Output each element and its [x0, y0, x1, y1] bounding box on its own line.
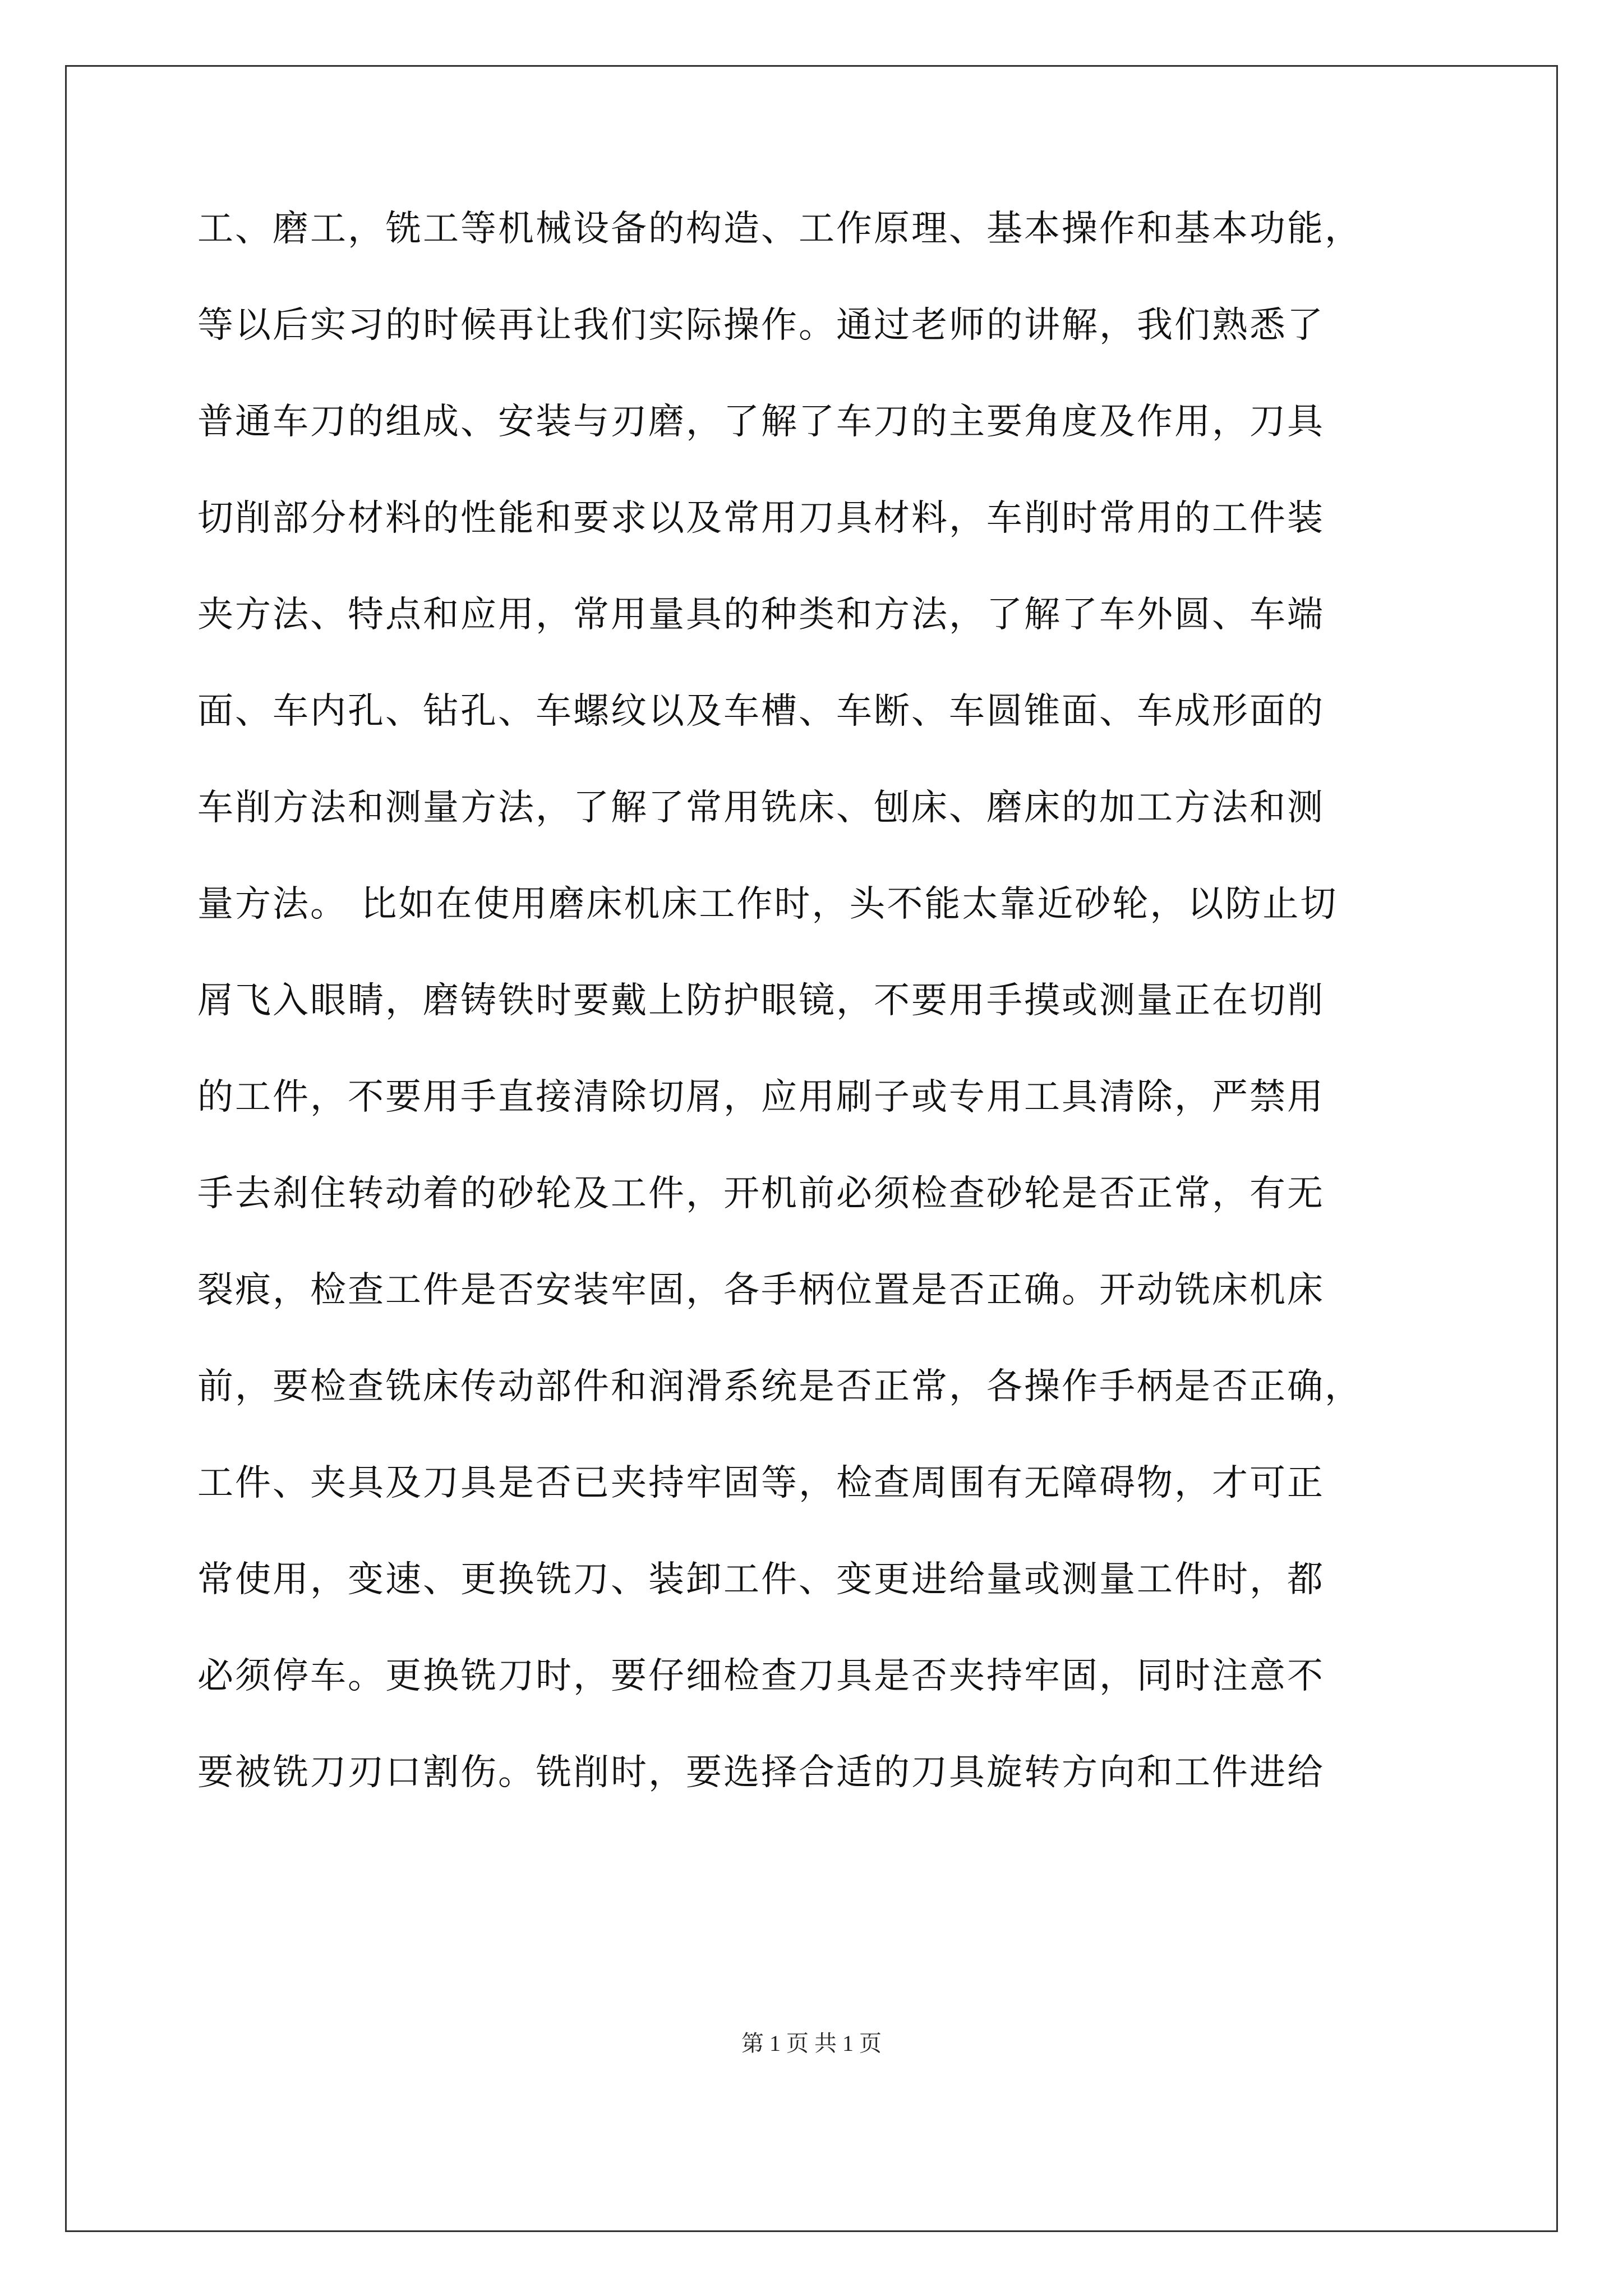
- text-line: 前，要检查铣床传动部件和润滑系统是否正常，各操作手柄是否正确，: [197, 1366, 1362, 1407]
- text-line: 普通车刀的组成、安装与刃磨，了解了车刀的主要角度及作用，刀具: [197, 401, 1325, 443]
- text-line: 屑飞入眼睛，磨铸铁时要戴上防护眼镜，不要用手摸或测量正在切削: [197, 980, 1325, 1022]
- text-line: 手去刹住转动着的砂轮及工件，开机前必须检查砂轮是否正常，有无: [197, 1173, 1325, 1214]
- document-body: [197, 202, 1454, 1842]
- text-line: 要被铣刀刃口割伤。铣削时，要选择合适的刀具旋转方向和工件进给: [197, 1752, 1325, 1793]
- text-line: 夹方法、特点和应用，常用量具的种类和方法，了解了车外圆、车端: [197, 594, 1325, 636]
- text-line: 面、车内孔、钻孔、车螺纹以及车槽、车断、车圆锥面、车成形面的: [197, 691, 1325, 732]
- text-line: 切削部分材料的性能和要求以及常用刀具材料，车削时常用的工件装: [197, 498, 1325, 539]
- text-line: 必须停车。更换铣刀时，要仔细检查刀具是否夹持牢固，同时注意不: [197, 1655, 1325, 1697]
- text-line: 的工件，不要用手直接清除切屑，应用刷子或专用工具清除，严禁用: [197, 1076, 1325, 1118]
- text-line: 裂痕，检查工件是否安装牢固，各手柄位置是否正确。开动铣床机床: [197, 1269, 1325, 1311]
- text-line: 车削方法和测量方法，了解了常用铣床、刨床、磨床的加工方法和测: [197, 787, 1325, 829]
- text-line: 工、磨工，铣工等机械设备的构造、工作原理、基本操作和基本功能，: [197, 208, 1362, 250]
- text-line: 工件、夹具及刀具是否已夹持牢固等，检查周围有无障碍物，才可正: [197, 1462, 1325, 1504]
- page-number-footer: 第 1 页 共 1 页: [741, 2031, 882, 2056]
- text-line: 量方法。 比如在使用磨床机床工作时，头不能太靠近砂轮，以防止切: [197, 884, 1338, 925]
- text-line: 等以后实习的时候再让我们实际操作。通过老师的讲解，我们熟悉了: [197, 305, 1325, 346]
- text-line: 常使用，变速、更换铣刀、装卸工件、变更进给量或测量工件时，都: [197, 1559, 1325, 1600]
